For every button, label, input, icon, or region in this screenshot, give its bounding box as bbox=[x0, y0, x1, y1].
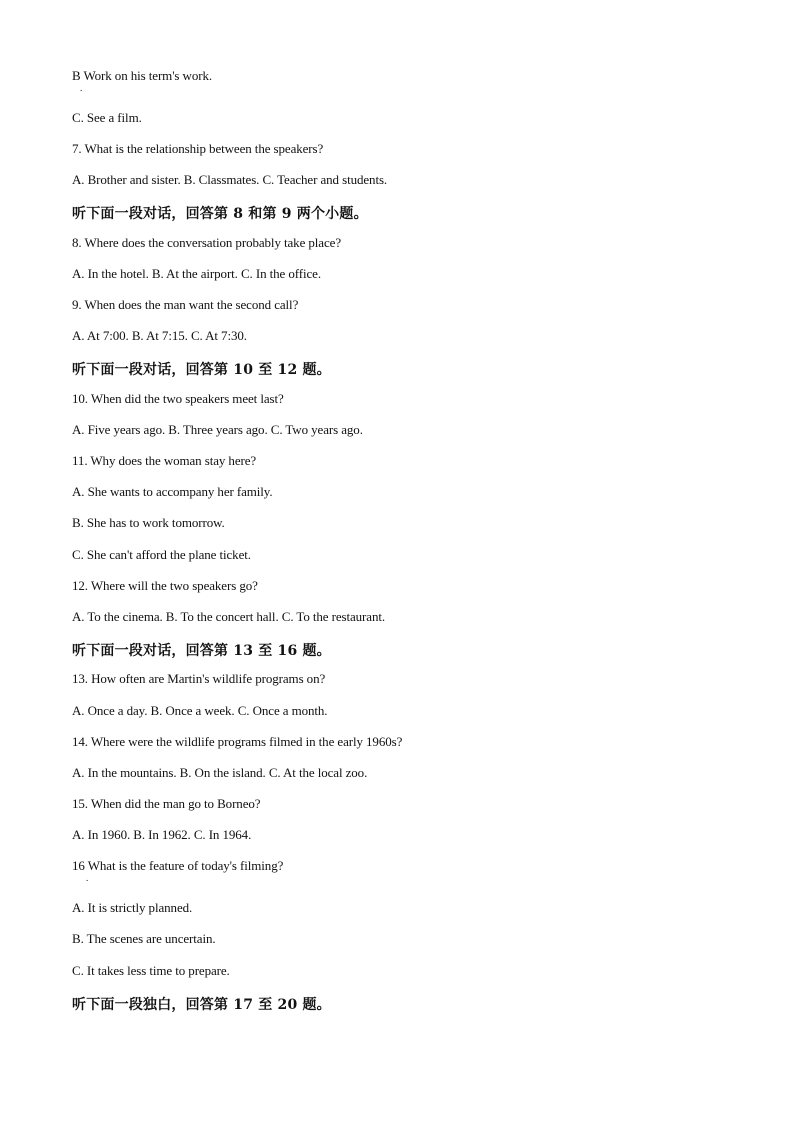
question-line: 8. Where does the conversation probably take place? bbox=[72, 235, 341, 250]
option-line: A. She wants to accompany her family. bbox=[72, 484, 273, 499]
option-line: A. In the mountains. B. On the island. C. At the local zoo. bbox=[72, 765, 368, 780]
option-line: B. The scenes are uncertain. bbox=[72, 931, 216, 946]
question-line: 7. What is the relationship between the speakers? bbox=[72, 141, 324, 156]
question-line: 14. Where were the wildlife programs filmed in the early 1960s? bbox=[72, 734, 403, 749]
option-line: B. She has to work tomorrow. bbox=[72, 515, 225, 530]
question-line: 15. When did the man go to Borneo? bbox=[72, 796, 261, 811]
question-line: 16 What is the feature of today's filming? bbox=[72, 858, 284, 873]
option-line: C. It takes less time to prepare. bbox=[72, 963, 230, 978]
option-line: A. Brother and sister. B. Classmates. C. Teacher and students. bbox=[72, 172, 388, 187]
question-line: 9. When does the man want the second call? bbox=[72, 297, 299, 312]
question-line: 11. Why does the woman stay here? bbox=[72, 453, 257, 468]
option-line: A. In 1960. B. In 1962. C. In 1964. bbox=[72, 827, 252, 842]
section-heading: 听下面一段对话，回答第 13 至 16 题。 bbox=[72, 643, 331, 659]
option-line: C. She can't afford the plane ticket. bbox=[72, 547, 251, 562]
question-line: 10. When did the two speakers meet last? bbox=[72, 391, 284, 406]
option-line: A. At 7:00. B. At 7:15. C. At 7:30. bbox=[72, 328, 247, 343]
option-line: A. It is strictly planned. bbox=[72, 900, 193, 915]
question-line: 12. Where will the two speakers go? bbox=[72, 578, 258, 593]
option-line: B Work on his term's work. bbox=[72, 68, 213, 83]
period-mark: . bbox=[86, 873, 89, 883]
option-line: A. Five years ago. B. Three years ago. C. Two years ago. bbox=[72, 422, 363, 437]
option-line: C. See a film. bbox=[72, 110, 142, 125]
option-line: A. To the cinema. B. To the concert hall. C. To the restaurant. bbox=[72, 609, 386, 624]
option-line: A. In the hotel. B. At the airport. C. In the office. bbox=[72, 266, 321, 281]
question-line: 13. How often are Martin's wildlife programs on? bbox=[72, 671, 326, 686]
section-heading: 听下面一段对话，回答第 10 至 12 题。 bbox=[72, 362, 331, 378]
section-heading: 听下面一段独白，回答第 17 至 20 题。 bbox=[72, 997, 331, 1013]
section-heading: 听下面一段对话，回答第 8 和第 9 两个小题。 bbox=[72, 206, 368, 222]
option-line: A. Once a day. B. Once a week. C. Once a month. bbox=[72, 703, 328, 718]
period-mark: . bbox=[80, 83, 83, 93]
